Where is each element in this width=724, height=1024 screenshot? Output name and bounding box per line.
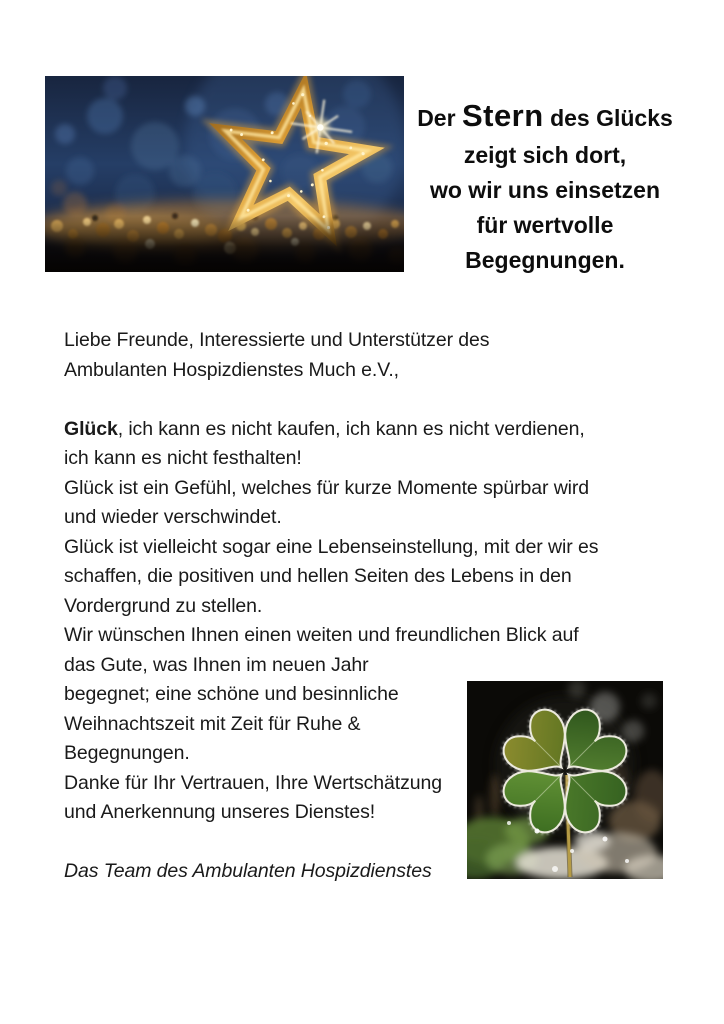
- body-line: und Anerkennung unseres Dienstes!: [64, 801, 376, 823]
- emphasized-word: Glück: [64, 417, 118, 440]
- body-line-rest: , ich kann es nicht kaufen, ich kann es nicht verdienen,: [117, 417, 585, 440]
- clover-photo: [467, 681, 663, 879]
- body-line: Vordergrund zu stellen.: [64, 594, 263, 617]
- body-line: Glück ist vielleicht sogar eine Lebenseinstellung, mit der wir es: [64, 535, 599, 558]
- body-line: ich kann es nicht festhalten!: [64, 447, 302, 469]
- body-line: begegnet; eine schöne und besinnliche: [64, 683, 399, 705]
- body-line: Danke für Ihr Vertrauen, Ihre Wertschätzung: [64, 771, 442, 794]
- headline-block: [400, 96, 690, 278]
- headline-line: für wertvolle: [476, 212, 614, 238]
- body-line: und wieder verschwindet.: [64, 506, 282, 528]
- headline-line: wo wir uns einsetzen: [429, 177, 661, 203]
- body-line: Weihnachtszeit mit Zeit für Ruhe &: [64, 712, 361, 735]
- salutation-line: Liebe Freunde, Interessierte und Unterstützer des: [64, 329, 490, 351]
- body-line: Wir wünschen Ihnen einen weiten und freundlichen Blick auf: [64, 624, 579, 646]
- body-line: das Gute, was Ihnen im neuen Jahr: [64, 653, 369, 676]
- signature-line: Das Team des Ambulanten Hospizdienstes: [64, 860, 432, 882]
- clover-photo-art: [467, 681, 663, 879]
- headline-line: zeigt sich dort,: [463, 142, 627, 168]
- body-line: [64, 415, 684, 445]
- star-glitter-photo: [45, 76, 404, 272]
- body-line: schaffen, die positiven und hellen Seiten des Lebens in den: [64, 565, 572, 587]
- blank-line: [64, 385, 684, 415]
- salutation-line: Ambulanten Hospizdienstes Much e.V.,: [64, 358, 399, 381]
- star-photo-art: [45, 76, 404, 272]
- headline-prefix: Der: [417, 105, 462, 131]
- headline-line: Begegnungen.: [465, 247, 625, 273]
- headline-suffix: des Glücks: [543, 105, 673, 131]
- body-line: Begegnungen.: [64, 742, 190, 764]
- headline-line-1: [400, 96, 690, 138]
- headline-emph-word: Stern: [461, 98, 544, 133]
- body-line: Glück ist ein Gefühl, welches für kurze Momente spürbar wird: [64, 476, 590, 499]
